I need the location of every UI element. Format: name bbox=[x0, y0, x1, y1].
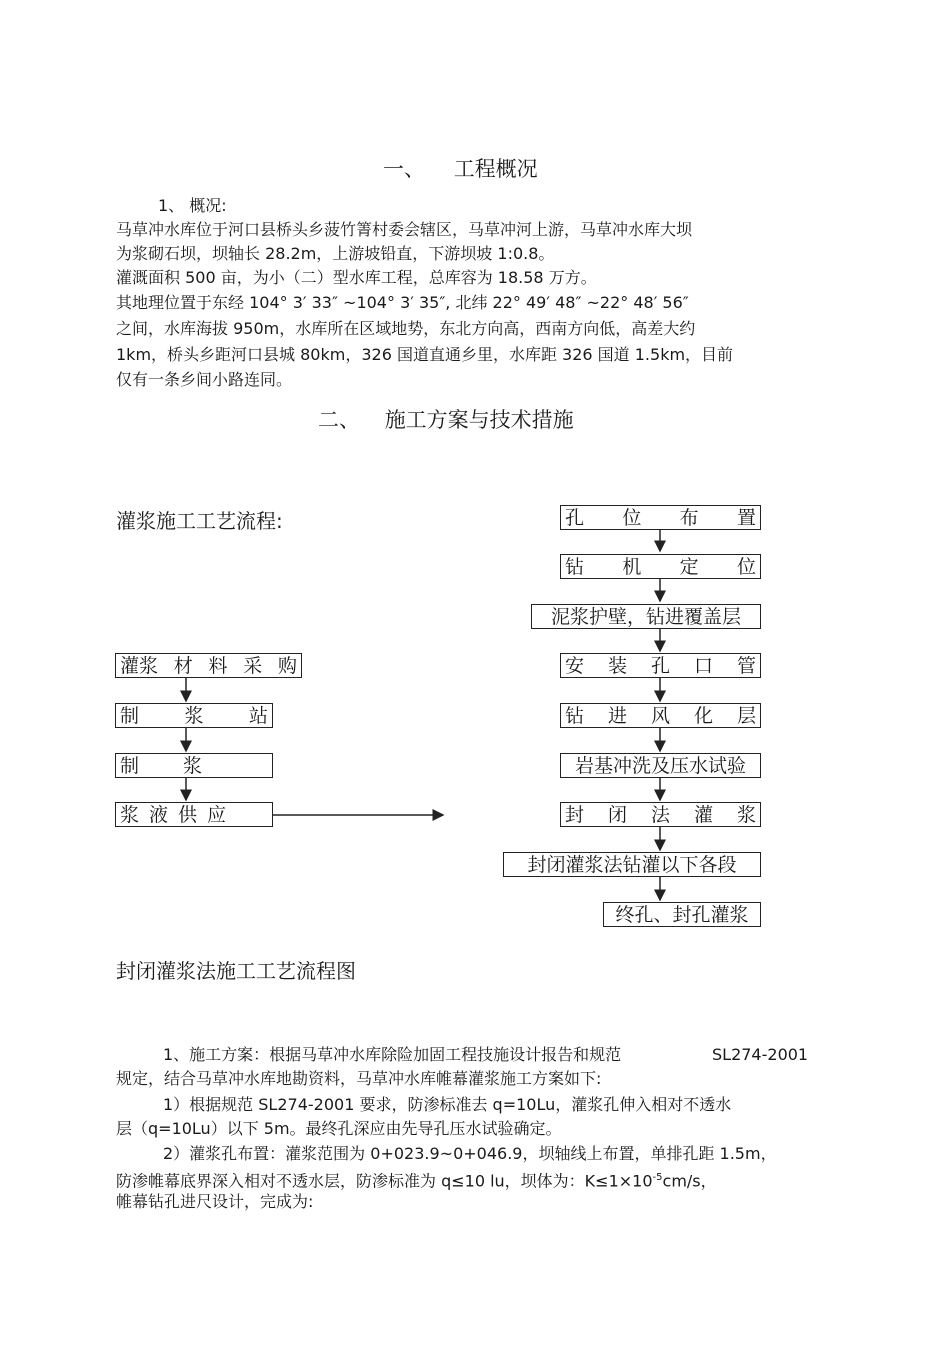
section1-line-1: 马草冲水库位于河口县桥头乡菠竹箐村委会辖区，马草冲河上游，马草冲水库大坝 bbox=[116, 220, 693, 239]
flow-label: 灌浆施工工艺流程: bbox=[116, 509, 283, 533]
plan-p3-line1: 2）灌浆孔布置：灌浆范围为 0+023.9~0+046.9，坝轴线上布置，单排孔距 1.5m， bbox=[163, 1144, 777, 1163]
section1-heading-text: 工程概况 bbox=[453, 157, 538, 181]
plan-p3-line2-a: 防渗帷幕底界深入相对不透水层，防渗标准为 q≤10 lu，坝体为：K≤1×10 bbox=[116, 1171, 653, 1191]
section1-line-3: 灌溉面积 500 亩，为小（二）型水库工程，总库容为 18.58 万方。 bbox=[116, 268, 597, 287]
section1-line-6: 1km，桥头乡距河口县城 80km，326 国道直通乡里，水库距 326 国道 1.5km，目前 bbox=[116, 345, 734, 364]
flow-step-grout-supply: 浆 液 供 应 bbox=[115, 802, 273, 827]
flow-step-flush-test: 岩基冲洗及压水试验 bbox=[560, 753, 761, 778]
plan-p3-line2 bbox=[116, 1168, 717, 1191]
flow-step-hole-layout: 孔 位 布 置 bbox=[560, 505, 761, 530]
plan-p3-line2-b: cm/s， bbox=[662, 1171, 717, 1191]
section1-heading-num: 一、 bbox=[383, 157, 425, 181]
section1-line-4: 其地理位置于东经 104° 3′ 33″ ~104° 3′ 35″, 北纬 22° 49′ 48″ ~22° 48′ 56″ bbox=[116, 293, 689, 312]
flow-step-install-pipe: 安 装 孔 口 管 bbox=[560, 653, 761, 678]
plan-p1-code: SL274-2001 bbox=[712, 1045, 809, 1064]
flow-step-lower-segments: 封闭灌浆法钻灌以下各段 bbox=[503, 852, 761, 877]
flow-step-mixing-station: 制 浆 站 bbox=[115, 703, 273, 728]
flow-step-closed-grouting: 封 闭 法 灌 浆 bbox=[560, 802, 761, 827]
flow-step-drill-weathered: 钻 进 风 化 层 bbox=[560, 703, 761, 728]
plan-p2-line1: 1）根据规范 SL274-2001 要求，防渗标准去 q=10Lu，灌浆孔伸入相对不透水 bbox=[163, 1095, 732, 1114]
plan-p3-line3: 帷幕钻孔进尺设计，完成为: bbox=[116, 1192, 314, 1211]
flow-step-material-purchase: 灌浆 材 料 采 购 bbox=[115, 653, 302, 678]
section1-subheading: 1、 概况: bbox=[158, 196, 227, 215]
flow-step-make-grout: 制 浆 bbox=[115, 753, 273, 778]
section1-line-5: 之间，水库海拔 950m，水库所在区域地势，东北方向高，西南方向低，高差大约 bbox=[116, 319, 696, 338]
flow-step-final-seal: 终孔、封孔灌浆 bbox=[603, 902, 761, 927]
plan-p2-line2: 层（q=10Lu）以下 5m。最终孔深应由先导孔压水试验确定。 bbox=[116, 1119, 562, 1138]
plan-p1-line1: 1、施工方案：根据马草冲水库除险加固工程技施设计报告和规范 bbox=[163, 1045, 622, 1064]
section2-heading-num: 二、 bbox=[318, 408, 360, 432]
section1-line-2: 为浆砌石坝，坝轴长 28.2m，上游坡铅直，下游坝坡 1:0.8。 bbox=[116, 244, 555, 263]
section1-line-7: 仅有一条乡间小路连同。 bbox=[116, 370, 293, 389]
flow-caption: 封闭灌浆法施工工艺流程图 bbox=[116, 959, 356, 983]
flow-step-mud-drilling: 泥浆护壁，钻进覆盖层 bbox=[531, 604, 761, 629]
section2-heading-text: 施工方案与技术措施 bbox=[384, 408, 574, 432]
plan-p3-line2-sup: -5 bbox=[652, 1172, 663, 1183]
flow-step-drill-position: 钻 机 定 位 bbox=[560, 554, 761, 579]
plan-p1-line2: 规定，结合马草冲水库地勘资料，马草冲水库帷幕灌浆施工方案如下: bbox=[116, 1069, 602, 1088]
